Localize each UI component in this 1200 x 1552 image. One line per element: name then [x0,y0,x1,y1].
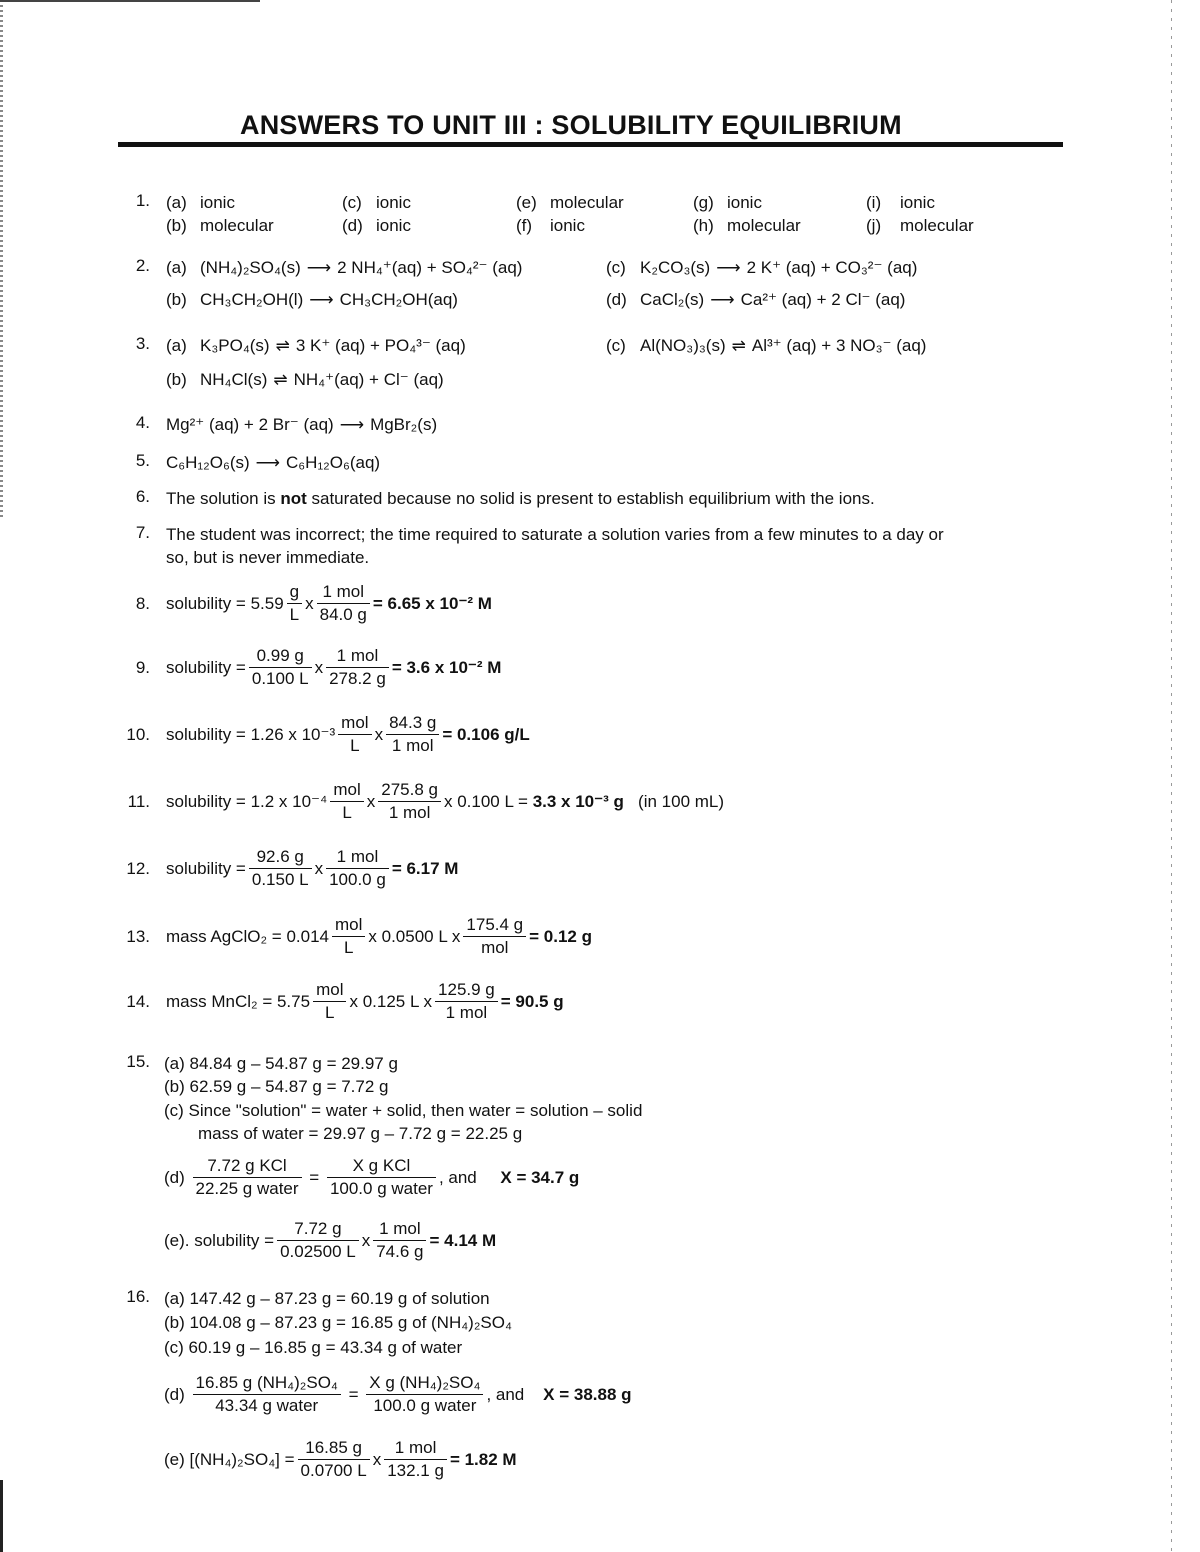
q10-equation: solubility = 1.26 x 10⁻³ $\frac{\text{mol}}{L}$ x $\frac{84.3 g}{\text{1 mol}}$ = 0.106 g/L [166,713,530,755]
right-arrow-icon: ⟶ [309,290,334,309]
equilibrium-arrow-icon: ⇌ [275,336,290,355]
q6-number: 6. [135,487,150,506]
q16-d-equation: (d) $\frac{\text{16.85 g (NH₄)₂SO₄}}{\text{43.34 g water}}$ = $\frac{\text{X g (NH₄)₂SO₄}}{\text{100.0 g water}}$ , and X = 38.88 g [164,1373,632,1415]
q16-b: (b) 104.08 g – 87.23 g = 16.85 g of (NH₄)₂SO₄ [164,1313,512,1332]
q3-b: (b) NH₄Cl(s) ⇌ NH₄⁺(aq) + Cl⁻ (aq) [166,370,444,389]
q1-number: 1. [135,191,150,210]
q5-equation: C₆H₁₂O₆(s) ⟶ C₆H₁₂O₆(aq) [166,453,381,472]
right-arrow-icon: ⟶ [255,453,281,472]
q13-number: 13. [126,927,150,946]
q1-g: (g) ionic [693,193,762,212]
right-arrow-icon: ⟶ [716,258,741,277]
title-rule [118,142,1063,147]
q16-number: 16. [126,1287,150,1306]
q1-b: (b) molecular [166,216,274,235]
q15-number: 15. [126,1052,150,1071]
q7-line1: The student was incorrect; the time required to saturate a solution varies from a few minutes to a day or [166,525,944,544]
q1-h: (h) molecular [693,216,801,235]
q15-e-equation: (e). solubility = $\frac{7.72 g}{0.02500 L}$ x $\frac{\text{1 mol}}{74.6 g}$ = 4.14 M [164,1219,497,1261]
q6-text: The solution is not saturated because no solid is present to establish equilibrium with the ions. [166,489,875,508]
scan-edge-left [0,0,3,520]
q4-number: 4. [135,413,150,432]
q12-equation: solubility = $\frac{92.6 g}{0.150 L}$ x $\frac{\text{1 mol}}{100.0 g}$ = 6.17 M [166,847,459,889]
q15-c-line2: mass of water = 29.97 g – 7.72 g = 22.25 g [198,1124,523,1143]
right-arrow-icon: ⟶ [306,258,332,277]
q2-a: (a) (NH₄)₂SO₄(s) ⟶ 2 NH₄⁺(aq) + SO₄²⁻ (aq) [166,258,523,277]
q13-equation: mass AgClO₂ = 0.014 $\frac{\text{mol}}{L}$ x 0.0500 L x $\frac{175.4 g}{\text{mol}}$ = 0.12 g [166,915,592,957]
q8-equation: solubility = 5.59 $\frac{g}{L}$ x $\frac{\text{1 mol}}{84.0 g}$ = 6.65 x 10⁻² M [166,582,492,624]
q1-c: (c) ionic [342,193,411,212]
q1-f: (f) ionic [516,216,585,235]
q12-number: 12. [126,859,150,878]
q3-c: (c) Al(NO₃)₃(s) ⇌ Al³⁺ (aq) + 3 NO₃⁻ (aq) [606,336,927,355]
q1-d: (d) ionic [342,216,411,235]
q3-number: 3. [135,334,150,353]
q1-e: (e) molecular [516,193,624,212]
q16-c: (c) 60.19 g – 16.85 g = 43.34 g of water [164,1338,463,1357]
q2-b: (b) CH₃CH₂OH(l) ⟶ CH₃CH₂OH(aq) [166,290,458,309]
q16-a: (a) 147.42 g – 87.23 g = 60.19 g of solution [164,1289,490,1308]
q2-c: (c) K₂CO₃(s) ⟶ 2 K⁺ (aq) + CO₃²⁻ (aq) [606,258,918,277]
scan-edge-right [1171,0,1172,1552]
q15-c-line1: (c) Since "solution" = water + solid, then water = solution – solid [164,1101,643,1120]
q11-number: 11. [127,792,150,811]
q4-equation: Mg²⁺ (aq) + 2 Br⁻ (aq) ⟶ MgBr₂(s) [166,415,438,434]
scan-edge-bottom-left [0,1480,3,1552]
equilibrium-arrow-icon: ⇌ [731,336,746,355]
q15-b: (b) 62.59 g – 54.87 g = 7.72 g [164,1077,389,1096]
q15-a: (a) 84.84 g – 54.87 g = 29.97 g [164,1054,398,1073]
q14-equation: mass MnCl₂ = 5.75 $\frac{\text{mol}}{L}$ x 0.125 L x $\frac{125.9 g}{\text{1 mol}}$ = 90.5 g [166,980,564,1022]
q15-d-equation: (d) $\frac{\text{7.72 g KCl}}{\text{22.25 g water}}$ = $\frac{\text{X g KCl}}{\text{100.0 g water}}$ , and X = 34.7 g [164,1156,580,1198]
q2-number: 2. [135,256,150,275]
q16-e-equation: (e) [(NH₄)₂SO₄] = $\frac{16.85 g}{0.0700 L}$ x $\frac{\text{1 mol}}{132.1 g}$ = 1.82 M [164,1438,517,1480]
q2-d: (d) CaCl₂(s) ⟶ Ca²⁺ (aq) + 2 Cl⁻ (aq) [606,290,906,309]
q5-number: 5. [135,451,150,470]
q9-equation: solubility = $\frac{0.99 g}{0.100 L}$ x $\frac{\text{1 mol}}{278.2 g}$ = 3.6 x 10⁻² M [166,646,502,688]
q8-number: 8. [135,594,150,613]
q1-j: (j) molecular [866,216,974,235]
right-arrow-icon: ⟶ [710,290,735,309]
right-arrow-icon: ⟶ [339,415,365,434]
q7-number: 7. [135,523,150,542]
q14-number: 14. [126,992,150,1011]
equilibrium-arrow-icon: ⇌ [273,370,288,389]
q3-a: (a) K₃PO₄(s) ⇌ 3 K⁺ (aq) + PO₄³⁻ (aq) [166,336,466,355]
q7-line2: so, but is never immediate. [166,548,370,567]
q10-number: 10. [126,725,150,744]
scan-top-line [0,0,260,2]
q1-a: (a) ionic [166,193,235,212]
q9-number: 9. [135,658,150,677]
page-title: ANSWERS TO UNIT III : SOLUBILITY EQUILIBRIUM [240,110,902,140]
q11-equation: solubility = 1.2 x 10⁻⁴ $\frac{\text{mol}}{L}$ x $\frac{275.8 g}{\text{1 mol}}$ x 0.100 L = 3.3 x 10⁻³ g (in 100 mL) [166,780,725,822]
q1-i: (i) ionic [866,193,935,212]
